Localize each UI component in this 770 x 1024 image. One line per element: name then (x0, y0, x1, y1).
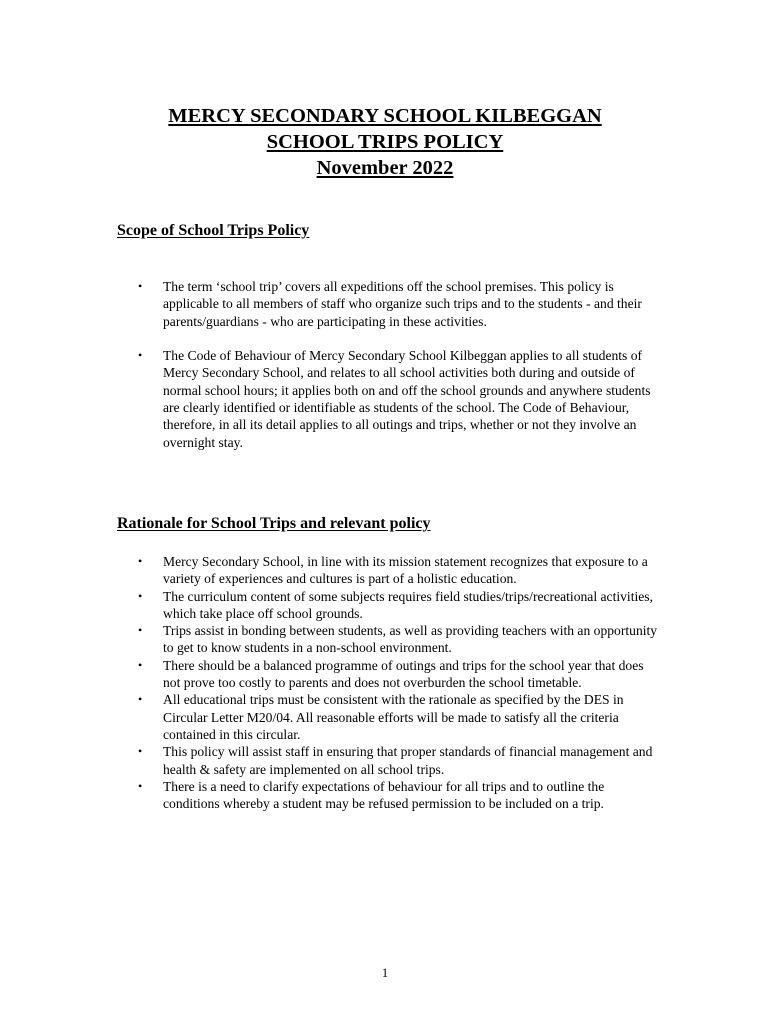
list-item (132, 778, 662, 813)
bullet-icon: • (138, 744, 143, 759)
list-item (132, 691, 662, 743)
bullet-icon: • (138, 778, 143, 793)
document-title-block (0, 103, 770, 181)
list-item-text: Mercy Secondary School, in line with its mission statement recognizes that exposure to a variety of experiences and cultures is part of a holistic education. (163, 554, 648, 587)
list-item (132, 622, 662, 657)
bullet-icon: • (138, 348, 143, 363)
bullet-icon: • (138, 588, 143, 603)
list-item-text: The curriculum content of some subjects requires field studies/trips/recreational activities, which take place off school grounds. (163, 588, 653, 621)
school-name-title: MERCY SECONDARY SCHOOL KILBEGGAN (168, 105, 602, 127)
list-item (132, 588, 662, 623)
list-item-text: Trips assist in bonding between students, as well as providing teachers with an opportunity to get to know students in a non-school environment. (163, 623, 658, 656)
bullet-icon: • (138, 692, 143, 707)
list-item (132, 657, 662, 692)
list-item (132, 278, 662, 330)
policy-title: SCHOOL TRIPS POLICY (266, 131, 504, 153)
scope-heading: Scope of School Trips Policy (117, 222, 310, 239)
page-number: 1 (381, 966, 389, 980)
bullet-icon: • (138, 623, 143, 638)
list-item (132, 553, 662, 588)
rationale-bullet-list (132, 553, 662, 812)
bullet-icon: • (138, 279, 143, 293)
list-item-text: The term ‘school trip’ covers all expeditions off the school premises. This policy is applicable to all members of staff who organize such trips and to the students - and their parents/guardians - who are participating in these activities. (163, 279, 642, 329)
list-item-text: All educational trips must be consistent with the rationale as specified by the DES in Circular Letter M20/04. All reasonable efforts will be made to satisfy all the criteria contained in this circular. (163, 692, 624, 742)
list-item-text: The Code of Behaviour of Mercy Secondary School Kilbeggan applies to all students of Mercy Secondary School, and relates to all school activities both during and outside of normal school hours; it applies both on and off the school grounds and anywhere students are clearly identified or identifiable as students of the school. The Code of Behaviour, therefore, in all its detail applies to all outings and trips, whether or not they involve an overnight stay. (163, 348, 651, 450)
bullet-icon: • (138, 554, 143, 568)
scope-bullet-list (132, 278, 662, 468)
policy-date: November 2022 (316, 157, 454, 179)
list-item-text: This policy will assist staff in ensuring that proper standards of financial management and health & safety are implemented on all school trips. (163, 744, 653, 777)
rationale-heading: Rationale for School Trips and relevant policy (117, 515, 431, 532)
bullet-icon: • (138, 657, 143, 672)
list-item (132, 347, 662, 451)
list-item-text: There should be a balanced programme of outings and trips for the school year that does not prove too costly to parents and does not overburden the school timetable. (163, 657, 644, 691)
list-item-text: There is a need to clarify expectations of behaviour for all trips and to outline the conditions whereby a student may be refused permission to be included on a trip. (163, 778, 605, 812)
list-item (132, 743, 662, 778)
